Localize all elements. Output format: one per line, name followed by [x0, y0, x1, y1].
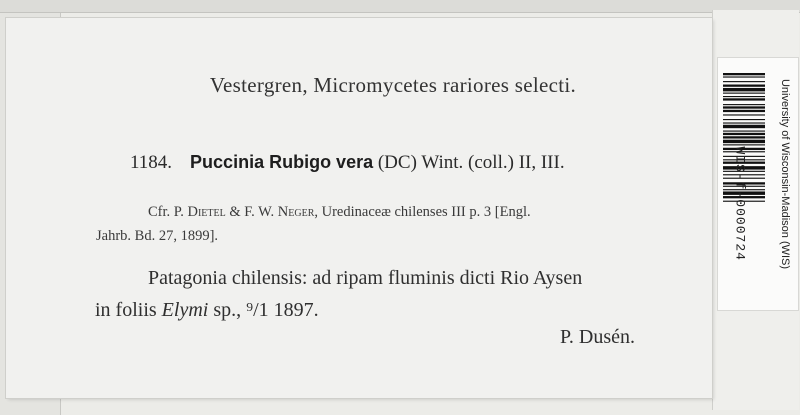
barcode-bar	[723, 98, 765, 100]
locality-prefix: in foliis	[95, 299, 162, 321]
reference-citation	[96, 200, 696, 248]
collector-name: P. Dusén.	[560, 326, 636, 348]
barcode-bar	[723, 114, 765, 115]
barcode-bar	[723, 140, 765, 143]
barcode-bar	[723, 81, 765, 82]
barcode-bar	[723, 106, 765, 108]
collection-date: sp., ⁹/1 1897.	[208, 299, 319, 321]
barcode-bar	[723, 136, 765, 138]
species-authority: (DC) Wint. (coll.) II, III.	[377, 152, 565, 173]
citation-source: Jahrb. Bd. 27, 1899].	[96, 228, 219, 244]
specimen-entry	[130, 152, 565, 174]
exsiccata-number: 1184.	[130, 152, 173, 173]
locality-line-2	[95, 294, 695, 326]
barcode-bar	[723, 133, 765, 135]
barcode-bar	[723, 104, 765, 105]
barcode-bar	[723, 85, 765, 87]
locality-line-1: Patagonia chilensis: ad ripam fluminis dicti Rio Aysen	[148, 267, 583, 289]
series-title: Vestergren, Micromycetes rariores selecti.	[209, 73, 577, 97]
citation-author-1: Dietel	[187, 204, 226, 220]
species-name: Puccinia Rubigo vera	[190, 152, 374, 172]
barcode-bar	[723, 144, 765, 145]
barcode-bar	[723, 88, 765, 91]
barcode-bar	[723, 76, 765, 77]
folder-top-edge	[0, 0, 800, 13]
institution-name: University of Wisconsin-Madison (WIS)	[779, 78, 791, 270]
citation-connector: & F. W.	[225, 204, 278, 220]
citation-author-2: Neger	[277, 204, 315, 220]
barcode-bar	[723, 93, 765, 94]
barcode-bar	[723, 131, 765, 132]
barcode-bar	[723, 110, 765, 112]
barcode-bar	[723, 119, 765, 120]
barcode-bar	[723, 73, 765, 75]
barcode-bar	[723, 125, 765, 128]
locality	[95, 262, 695, 326]
host-name: Elymi	[161, 299, 209, 321]
barcode-number: WIS-f-0000724	[732, 146, 748, 261]
barcode-bar	[723, 122, 765, 123]
citation-title: , Uredinaceæ chilenses III p. 3 [Engl.	[314, 204, 531, 220]
barcode-bar	[723, 96, 765, 97]
citation-prefix: Cfr. P.	[148, 204, 188, 220]
